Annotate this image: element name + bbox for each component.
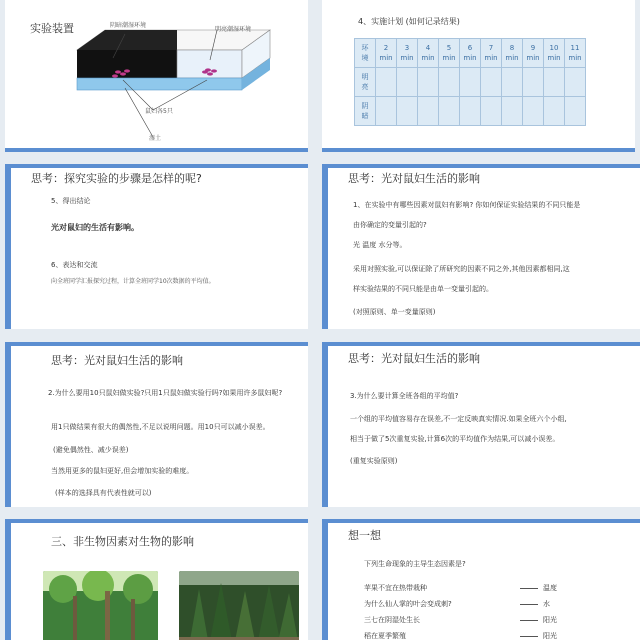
table-header-time: 6 min: [460, 39, 481, 68]
think-item-left: 苹果不宜在热带栽种: [364, 584, 427, 592]
table-header-env: 环 境: [355, 39, 376, 68]
slide-title: 思考：光对鼠妇生活的影响: [348, 172, 480, 185]
table-header-time: 10 min: [544, 39, 565, 68]
answer-4: (对照原则、单一变量原则): [353, 308, 436, 316]
think-item-left: 三七在阴湿处生长: [364, 616, 420, 624]
answer-1: 一个组的平均值容易存在误差,不一定反映真实情况.如果全班六个小组,: [350, 415, 567, 423]
step5-label: 5、得出结论: [51, 197, 91, 205]
table-cell: [439, 68, 460, 97]
table-cell: [418, 97, 439, 126]
table-cell: [397, 97, 418, 126]
table-cell: [544, 97, 565, 126]
think-item-right: 阳光: [543, 616, 557, 624]
slide-abiotic-factors: [5, 519, 308, 640]
plan-table: [354, 38, 586, 126]
table-cell: [565, 97, 586, 126]
table-cell: [481, 68, 502, 97]
slide-think: [322, 519, 640, 640]
table-cell: [544, 68, 565, 97]
slide-title: 思考：探究实验的步骤是怎样的呢?: [31, 172, 202, 185]
slide-top-bar: [328, 342, 640, 346]
step6-label: 6、表达和交流: [51, 261, 98, 269]
slide-sample-size: [5, 342, 308, 507]
slide-apparatus: [5, 0, 308, 152]
bugs-label: 鼠妇各5只: [145, 108, 173, 115]
slide-top-bar: [328, 519, 640, 523]
slide-title: 思考：光对鼠妇生活的影响: [51, 354, 183, 367]
step6-text: 向全班同学汇报探究过程，计算全班同学10次数据的平均值。: [51, 278, 215, 285]
think-item-right: 水: [543, 600, 550, 608]
table-header-time: 11 min: [565, 39, 586, 68]
answer-2: 相当于做了5次重复实验,计算6次的平均值作为结果,可以减小误差。: [350, 435, 560, 443]
slide-top-bar: [328, 164, 640, 168]
table-header-time: 7 min: [481, 39, 502, 68]
table-header-time: 2 min: [376, 39, 397, 68]
answer-3: (重复实验原则): [350, 457, 398, 465]
table-cell: [565, 68, 586, 97]
table-cell: [502, 97, 523, 126]
table-cell: [376, 97, 397, 126]
slide-title: 想一想: [348, 529, 381, 542]
think-item-left: 稻在夏季繁殖: [364, 632, 406, 640]
answer-2: 采用对照实验,可以保证除了所研究的因素不同之外,其他因素都相同,这: [353, 265, 570, 273]
conclusion-text: 光对鼠妇的生活有影响。: [51, 223, 139, 232]
table-cell: [523, 68, 544, 97]
slide-factors: [322, 164, 640, 329]
light-env-label: 明亮潮湿环境: [215, 26, 252, 33]
table-cell: [397, 68, 418, 97]
think-item-left: 为什么仙人掌的叶会变成刺?: [364, 600, 452, 608]
answer-2: (避免偶然性、减少误差): [53, 446, 129, 454]
table-header-time: 5 min: [439, 39, 460, 68]
table-header-time: 9 min: [523, 39, 544, 68]
think-question: 下列生命现象的主导生态因素是?: [364, 560, 466, 568]
question-2: 2.为什么要用10只鼠妇做实验?只用1只鼠妇做实验行吗?如果用许多鼠妇呢?: [48, 389, 283, 397]
dash-line: [520, 588, 538, 589]
think-item-right: 温度: [543, 584, 557, 592]
answer-1: 用1只做结果有很大的偶然性,不足以说明问题。用10只可以减小误差。: [51, 423, 270, 431]
slide-title: 三、非生物因素对生物的影响: [51, 535, 194, 548]
answer-4: (样本的选择具有代表性就可以): [55, 489, 152, 497]
table-cell: [376, 68, 397, 97]
slide-top-bar: [11, 164, 308, 168]
slide-top-bar: [11, 519, 308, 523]
forest-photo-pines: [179, 571, 299, 640]
dash-line: [520, 636, 538, 637]
table-cell: [460, 97, 481, 126]
table-cell: [523, 97, 544, 126]
table-cell: [460, 68, 481, 97]
dark-env-label: 阴暗潮湿环境: [110, 22, 147, 29]
table-cell: [481, 97, 502, 126]
slide-average: [322, 342, 640, 507]
question-1-line-2: 由你确定的变量引起的?: [353, 221, 427, 229]
table-row-label: 明 亮: [355, 68, 376, 97]
plan-title: 4、实施计划 (如何记录结果): [358, 17, 460, 26]
slide-top-bar: [11, 342, 308, 346]
soil-label: 湿土: [149, 135, 162, 142]
slide-bottom-bar: [322, 148, 635, 152]
dash-line: [520, 604, 538, 605]
apparatus-label: 实验装置: [30, 22, 74, 35]
dash-line: [520, 620, 538, 621]
table-header-time: 3 min: [397, 39, 418, 68]
question-1-line-1: 1、在实验中有哪些因素对鼠妇有影响? 你如何保证实验结果的不同只能是: [353, 201, 581, 209]
forest-photo-canopy: [43, 571, 158, 640]
question-3: 3.为什么要计算全班各组的平均值?: [350, 392, 459, 400]
slide-steps: [5, 164, 308, 329]
answer-1: 光 温度 水分等。: [353, 241, 407, 249]
table-header-time: 4 min: [418, 39, 439, 68]
slide-plan: [322, 0, 635, 152]
table-header-time: 8 min: [502, 39, 523, 68]
table-row-label: 阴 暗: [355, 97, 376, 126]
table-cell: [439, 97, 460, 126]
table-cell: [502, 68, 523, 97]
answer-3: 样实验结果的不同只能是由单一变量引起的。: [353, 285, 493, 293]
table-cell: [418, 68, 439, 97]
slide-title: 思考：光对鼠妇生活的影响: [348, 352, 480, 365]
think-item-right: 阳光: [543, 632, 557, 640]
answer-3: 当然用更多的鼠妇更好,但会增加实验的难度。: [51, 467, 194, 475]
apparatus-diagram: [5, 0, 308, 152]
